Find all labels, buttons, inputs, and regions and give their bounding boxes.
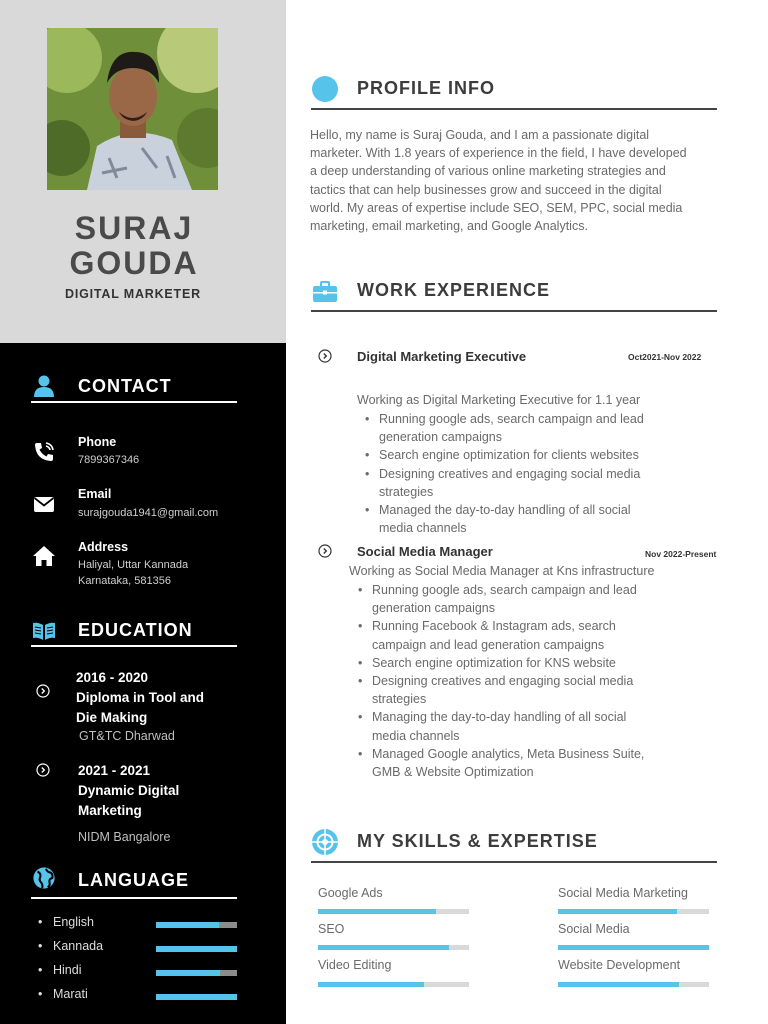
language-item: • Hindi <box>38 963 82 977</box>
briefcase-icon <box>311 278 339 306</box>
work-divider <box>311 310 717 312</box>
language-divider <box>31 897 237 899</box>
list-item: • Managing the day-to-day handling of all social media channels <box>350 708 660 744</box>
chevron-circle-icon <box>36 684 50 698</box>
education-degree-line2: Die Making <box>76 710 148 725</box>
work-heading: WORK EXPERIENCE <box>357 280 551 300</box>
contact-divider <box>31 401 237 403</box>
education-degree-line1: Dynamic Digital <box>78 783 180 798</box>
skill-label: Social Media Marketing <box>558 886 688 900</box>
skill-label: SEO <box>318 922 345 936</box>
education-years: 2016 - 2020 <box>76 670 149 685</box>
skill-level-bar <box>318 945 469 950</box>
person-icon <box>31 374 57 398</box>
language-level-bar <box>156 922 237 928</box>
email-icon <box>32 492 56 516</box>
job-summary: Working as Social Media Manager at Kns infrastructure <box>349 564 655 578</box>
list-item: • Designing creatives and engaging social media strategies <box>350 672 660 708</box>
circle-icon <box>311 75 339 103</box>
chevron-circle-icon <box>36 763 50 777</box>
skill-label: Website Development <box>558 958 681 972</box>
address-line1: Haliyal, Uttar Kannada <box>78 559 189 571</box>
job-dates: Nov 2022-Present <box>645 549 717 559</box>
education-heading: EDUCATION <box>78 620 193 640</box>
profile-heading: PROFILE INFO <box>357 78 495 98</box>
education-institution: GT&TC Dharwad <box>79 729 175 743</box>
language-heading: LANGUAGE <box>78 870 189 890</box>
name-last: GOUDA <box>69 245 199 281</box>
education-institution: NIDM Bangalore <box>78 830 171 844</box>
job-responsibilities <box>357 410 667 537</box>
phone-value: 7899367346 <box>78 454 140 466</box>
list-item: • Running Facebook & Instagram ads, search campaign and lead generation campaigns <box>350 617 660 653</box>
globe-icon <box>31 866 57 890</box>
skill-level-bar <box>558 982 709 987</box>
chevron-circle-icon <box>318 544 332 558</box>
job-dates: Oct2021-Nov 2022 <box>628 352 702 362</box>
education-degree-line2: Marketing <box>78 803 142 818</box>
phone-icon <box>32 440 56 464</box>
profile-summary: Hello, my name is Suraj Gouda, and I am a passionate digital marketer. With 1.8 years of experience in the field, I have developed a deep understanding of various online marketing strategies and tactics that can help businesses grow and succeed in the digital world. My areas of expertise include SEO, SEM, PPC, social media marketing, email marketing, and Google Analytics. <box>310 128 687 234</box>
email-value[interactable]: surajgouda1941@gmail.com <box>78 507 219 519</box>
chevron-circle-icon <box>318 349 332 363</box>
list-item: • Search engine optimization for clients websites <box>357 446 667 464</box>
skill-label: Video Editing <box>318 958 392 972</box>
skill-label: Social Media <box>558 922 630 936</box>
list-item: • Managed Google analytics, Meta Business Suite, GMB & Website Optimization <box>350 745 660 781</box>
skills-divider <box>311 861 717 863</box>
email-label: Email <box>78 487 112 501</box>
list-item: • Designing creatives and engaging social media strategies <box>357 465 667 501</box>
list-item: • Running google ads, search campaign and lead generation campaigns <box>350 581 660 617</box>
job-title: Digital Marketing Executive <box>357 349 527 364</box>
address-label: Address <box>78 540 129 554</box>
skill-level-bar <box>558 909 709 914</box>
list-item: • Search engine optimization for KNS website <box>350 654 660 672</box>
address-line2: Karnataka, 581356 <box>78 575 171 587</box>
language-level-bar <box>156 994 237 1000</box>
education-divider <box>31 645 237 647</box>
job-title: DIGITAL MARKETER <box>65 287 201 301</box>
phone-label: Phone <box>78 435 117 449</box>
language-item: • Marati <box>38 987 88 1001</box>
language-item: • Kannada <box>38 939 103 953</box>
list-item: • Managed the day-to-day handling of all social media channels <box>357 501 667 537</box>
target-icon <box>311 828 339 856</box>
name-first: SURAJ <box>74 210 194 246</box>
education-degree-line1: Diploma in Tool and <box>76 690 204 705</box>
job-title: Social Media Manager <box>357 544 493 559</box>
job-summary: Working as Digital Marketing Executive for 1.1 year <box>357 393 641 407</box>
home-icon <box>32 544 56 568</box>
profile-divider <box>311 108 717 110</box>
language-level-bar <box>156 970 237 976</box>
contact-heading: CONTACT <box>78 376 172 396</box>
list-item: • Running google ads, search campaign and lead generation campaigns <box>357 410 667 446</box>
job-responsibilities <box>350 581 660 781</box>
profile-photo <box>47 28 218 190</box>
language-item: • English <box>38 915 94 929</box>
language-level-bar <box>156 946 237 952</box>
skill-level-bar <box>318 909 469 914</box>
skill-level-bar <box>558 945 709 950</box>
education-years: 2021 - 2021 <box>78 763 151 778</box>
open-book-icon <box>31 619 57 643</box>
skill-level-bar <box>318 982 469 987</box>
skill-label: Google Ads <box>318 886 383 900</box>
skills-heading: MY SKILLS & EXPERTISE <box>357 831 598 851</box>
